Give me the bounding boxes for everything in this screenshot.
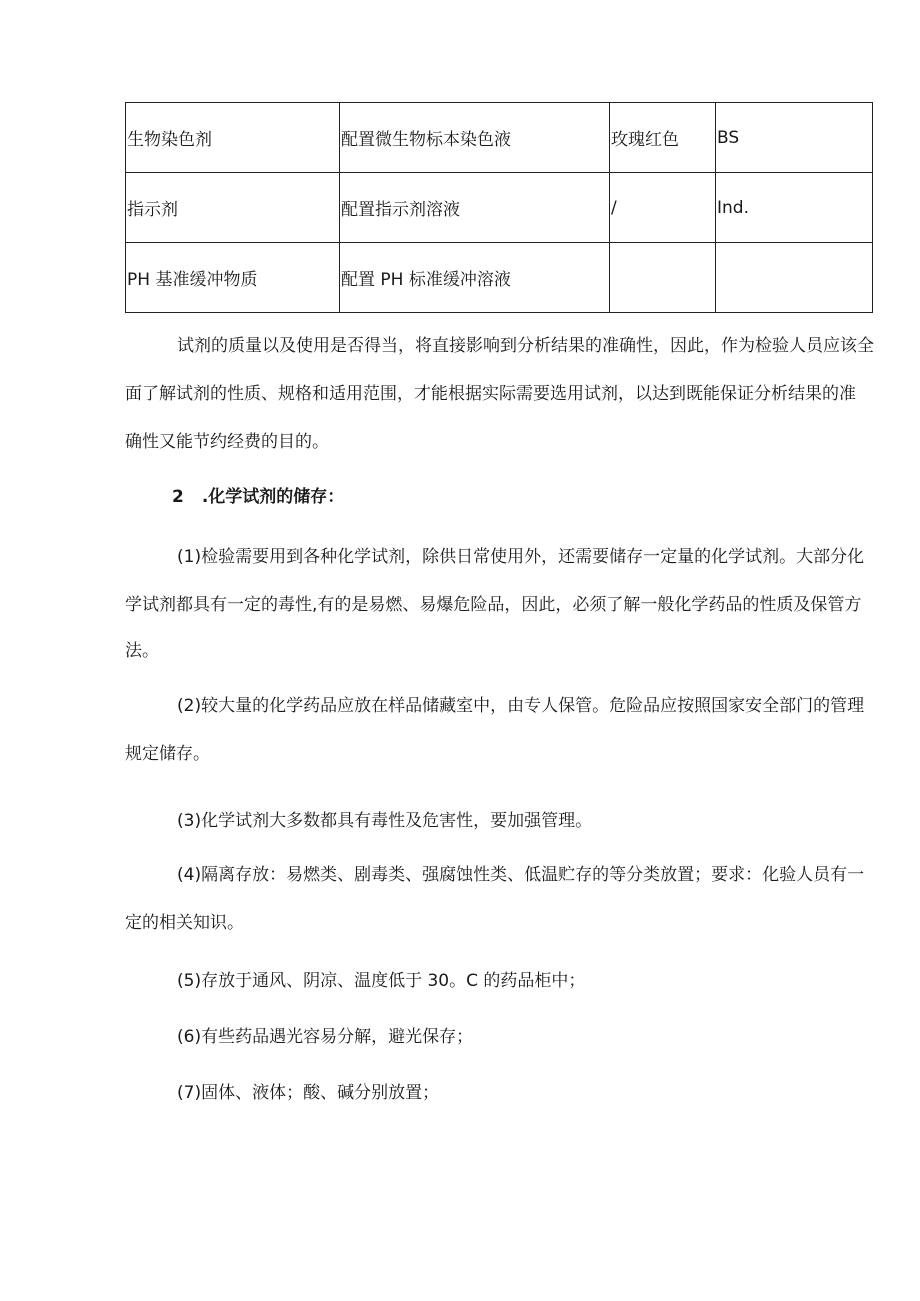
table-cell: /: [610, 173, 716, 243]
item-1-line-2: 学试剂都具有一定的毒性,有的是易燃、易爆危险品，因此，必须了解一般化学药品的性质及保管方: [125, 595, 862, 615]
section-heading: [172, 473, 344, 521]
item-1-line-3: 法。: [125, 641, 159, 661]
item-1-line-1: (1)检验需要用到各种化学试剂，除供日常使用外，还需要储存一定量的化学试剂。大部分化: [177, 547, 865, 567]
section-number: 2: [172, 487, 184, 507]
item-3: (3)化学试剂大多数都具有毒性及危害性，要加强管理。: [177, 811, 593, 831]
table-cell: [716, 243, 873, 313]
item-2-line-1: (2)较大量的化学药品应放在样品储藏室中，由专人保管。危险品应按照国家安全部门的管理: [177, 696, 865, 716]
table-cell: PH 基准缓冲物质: [126, 243, 340, 313]
table-cell: 玫瑰红色: [610, 103, 716, 173]
item-7: (7)固体、液体；酸、碱分别放置；: [177, 1083, 440, 1103]
item-5: (5)存放于通风、阴凉、温度低于 30。C 的药品柜中；: [177, 971, 586, 991]
intro-line-1: 试剂的质量以及使用是否得当，将直接影响到分析结果的准确性，因此，作为检验人员应该全: [177, 336, 874, 356]
section-title: .化学试剂的储存：: [201, 487, 345, 507]
item-4-line-1: (4)隔离存放：易燃类、剧毒类、强腐蚀性类、低温贮存的等分类放置；要求：化验人员有一: [177, 865, 865, 885]
table-cell: Ind.: [716, 173, 873, 243]
reagent-table: [125, 102, 873, 313]
item-4-line-2: 定的相关知识。: [125, 913, 244, 933]
item-6: (6)有些药品遇光容易分解，避光保存；: [177, 1027, 474, 1047]
item-2-line-2: 规定储存。: [125, 744, 210, 764]
intro-line-2: 面了解试剂的性质、规格和适用范围，才能根据实际需要选用试剂，以达到既能保证分析结果的准: [125, 384, 856, 404]
table-row: [126, 243, 873, 313]
table-cell: 指示剂: [126, 173, 340, 243]
table-cell: BS: [716, 103, 873, 173]
table-cell: 配置微生物标本染色液: [340, 103, 610, 173]
table-cell: 配置指示剂溶液: [340, 173, 610, 243]
table-cell: [610, 243, 716, 313]
table-cell: 生物染色剂: [126, 103, 340, 173]
table-row: [126, 173, 873, 243]
table-cell: 配置 PH 标准缓冲溶液: [340, 243, 610, 313]
intro-line-3: 确性又能节约经费的目的。: [125, 432, 329, 452]
table-row: [126, 103, 873, 173]
